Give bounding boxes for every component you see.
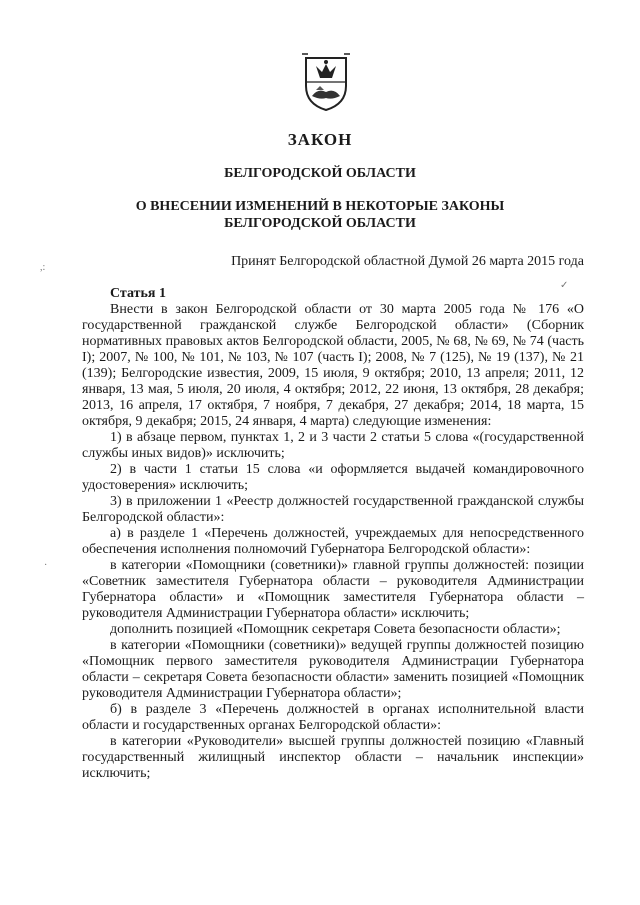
document-subject <box>0 198 640 232</box>
document-title: ЗАКОН <box>287 130 353 149</box>
adoption-note: Принят Белгородской областной Думой 26 марта 2015 года <box>231 254 584 269</box>
paragraph: в категории «Руководители» высшей группы должностей позицию «Главный государственный жилищный инспектор области – начальник инспекции» исключить; <box>82 734 584 781</box>
scan-mark: ,: <box>40 262 46 273</box>
scan-mark: · <box>44 560 48 571</box>
paragraph: а) в разделе 1 «Перечень должностей, учреждаемых для непосредственного обеспечения исполнения полномочий Губернатора Белгородской области»: <box>82 526 584 557</box>
subject-line-1: О ВНЕСЕНИИ ИЗМЕНЕНИЙ В НЕКОТОРЫЕ ЗАКОНЫ <box>135 199 505 214</box>
paragraph: 2) в части 1 статьи 15 слова «и оформляется выдачей командировочного удостоверения» исключить; <box>82 462 584 493</box>
paragraph: дополнить позицией «Помощник секретаря Совета безопасности области»; <box>110 622 561 637</box>
paragraph: 3) в приложении 1 «Реестр должностей государственной гражданской службы Белгородской области»: <box>82 494 584 525</box>
paragraph: 1) в абзаце первом, пунктах 1, 2 и 3 части 2 статьи 5 слова «(государственной службы иных видов)» исключить; <box>82 430 584 461</box>
article-body <box>82 302 584 782</box>
paragraph: Внести в закон Белгородской области от 30 марта 2005 года № 176 «О государственной гражданской службе Белгородской области» (Сборник нормативных правовых актов Белгородской области, 2005, № 68, № 69, № 74 (часть I); 2007, № 100, № 101, № 103, № 107 (часть I); 2008, № 7 (125), № 19 (137), № 21 (139); Белгородские известия, 2009, 15 июля, 9 октября; 2010, 13 апреля; 2011, 12 января, 13 мая, 5 июля, 20 июля, 4 октября; 2012, 22 июня, 13 октября, 28 декабря; 2013, 16 апреля, 17 октября, 7 ноября, 7 декабря, 27 декабря; 2014, 18 марта, 15 октября, 9 декабря; 2015, 24 января, 4 марта) следующие изменения: <box>82 302 584 429</box>
article-heading: Статья 1 <box>110 286 166 301</box>
document-region: БЕЛГОРОДСКОЙ ОБЛАСТИ <box>224 166 416 181</box>
scan-mark: ✓ <box>560 280 569 291</box>
coat-of-arms-icon <box>302 52 350 112</box>
subject-line-2: БЕЛГОРОДСКОЙ ОБЛАСТИ <box>224 216 416 231</box>
paragraph: б) в разделе 3 «Перечень должностей в органах исполнительной власти области и государственных органах Белгородской области»: <box>82 702 584 733</box>
paragraph: в категории «Помощники (советники)» ведущей группы должностей позицию «Помощник первого заместителя руководителя Администрации Губернатора области – секретаря Совета безопасности области» заменить позицией «Помощник руководителя Администрации Губернатора области»; <box>82 638 584 701</box>
paragraph: в категории «Помощники (советники)» главной группы должностей: позиции «Советник заместителя Губернатора области – руководителя Администрации Губернатора области» и «Помощник заместителя Губернатора области – руководителя Администрации Губернатора области» исключить; <box>82 558 584 621</box>
